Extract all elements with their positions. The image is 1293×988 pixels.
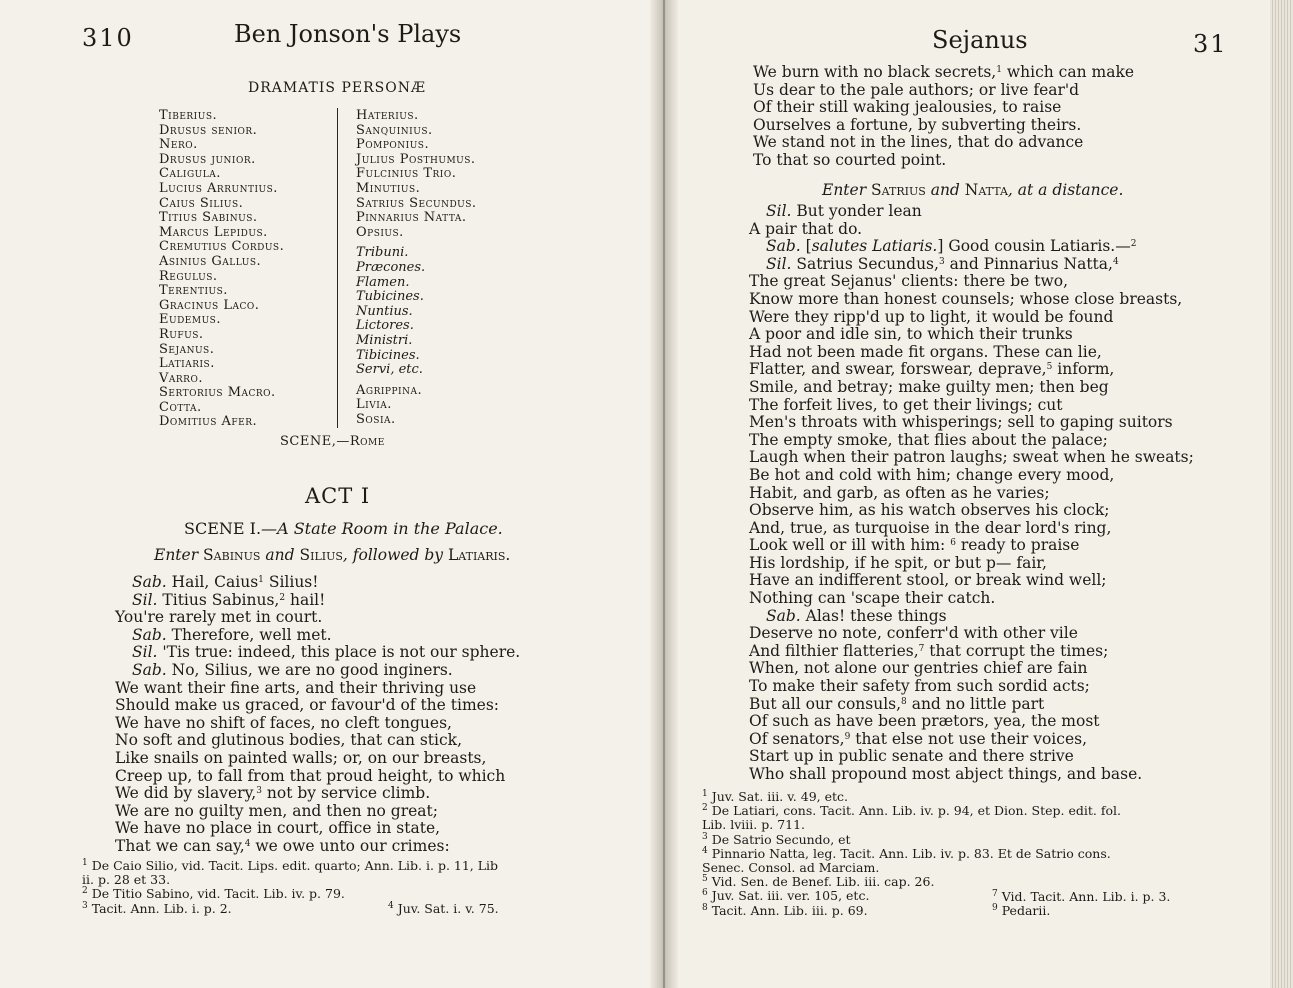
character-sabinus: Sabinus	[203, 546, 261, 564]
footnote-ref: 3	[938, 256, 945, 267]
verse-line	[749, 713, 1194, 731]
footnote-text: De Titio Sabino, vid. Tacit. Lib. iv. p. 79.	[87, 886, 345, 902]
verse-text: ready to praise	[955, 536, 1080, 555]
verse-text: that corrupt the times;	[924, 641, 1109, 660]
verse-text: Silius!	[263, 573, 319, 591]
verse-line	[749, 256, 1194, 274]
cast-group: Præcones.	[356, 259, 426, 275]
cast-member: Sejanus.	[159, 341, 215, 357]
verse-text: A poor and idle sin, to which their trunks	[749, 325, 1073, 344]
scene-location: A State Room in the Palace.	[277, 519, 503, 538]
verse-text: Smile, and betray; make guilty men; then beg	[749, 377, 1109, 396]
footnote-number: 4	[702, 845, 708, 856]
cast-member: Cotta.	[159, 399, 202, 415]
footnote-number: 1	[702, 789, 708, 799]
verse-line	[749, 643, 1194, 661]
cast-member: Drusus junior.	[159, 151, 256, 167]
verse-line	[115, 574, 520, 592]
cast-member: Asinius Gallus.	[159, 253, 262, 269]
verse-line	[115, 750, 520, 768]
footnote	[702, 790, 1262, 804]
verse-text: [	[800, 237, 812, 256]
dramatis-personae-heading: DRAMATIS PERSONÆ	[248, 80, 426, 96]
act-heading: ACT I	[305, 484, 371, 508]
character-satrius: Satrius	[871, 181, 926, 199]
verse-text: and no little part	[906, 694, 1045, 713]
cast-group: Servi, etc.	[356, 362, 423, 378]
scene-heading	[184, 519, 503, 538]
scene-setting	[280, 434, 385, 449]
footnote	[82, 887, 594, 901]
verse-line	[749, 555, 1194, 573]
cast-member: Terentius.	[159, 283, 228, 299]
verse-text: Ourselves a fortune, by subverting theirs.	[753, 115, 1082, 134]
footnote	[702, 818, 1262, 832]
cast-member: Sanquinius.	[356, 122, 433, 138]
verse-text: To make their safety from such sordid acts;	[749, 677, 1090, 696]
cast-group: Flamen.	[356, 274, 410, 290]
verse-text: The empty smoke, that flies about the palace;	[749, 430, 1108, 449]
footnote-text: Tacit. Ann. Lib. i. p. 2.	[87, 900, 232, 916]
character-latiaris: Latiaris.	[447, 546, 511, 564]
footnote-text: Lib. lviii. p. 711.	[702, 817, 806, 833]
verse-text: hail!	[285, 590, 326, 609]
verse-text: We burn with no black secrets,	[753, 63, 997, 81]
footnote-number: 2	[702, 803, 708, 814]
verse-text: Who shall propound most abject things, and base.	[749, 765, 1143, 783]
verse-text: But yonder lean	[791, 202, 922, 220]
running-head: Sejanus	[932, 26, 1028, 54]
cast-member: Sosia.	[356, 411, 396, 427]
cast-member: Nero.	[159, 137, 198, 153]
verse-text: Have an indifferent stool, or break wind well;	[749, 571, 1107, 590]
speaker-label: Sab.	[766, 237, 801, 256]
verse-text: Us dear to the pale authors; or live fear'd	[753, 80, 1080, 99]
verse-line	[753, 99, 1134, 117]
footnote-ref: 8	[901, 696, 907, 707]
verse-text: To that so courted point.	[753, 150, 947, 169]
verse-text: Of such as have been prætors, yea, the most	[749, 712, 1100, 731]
verse-line	[749, 203, 1194, 221]
cast-group: Tibicines.	[356, 347, 420, 363]
cast-member: Caligula.	[159, 166, 221, 182]
verse-text: inform,	[1052, 360, 1115, 379]
verse-text: Look well or ill with him:	[749, 536, 951, 555]
verse-line	[753, 152, 1134, 170]
footnotes-left	[82, 859, 594, 916]
verse-line	[749, 608, 1194, 626]
verse-text: Were they ripp'd up to light, it would be found	[749, 307, 1114, 326]
verse-line	[749, 414, 1194, 432]
verse-text: Nothing can 'scape their catch.	[749, 589, 996, 608]
verse-line	[115, 662, 520, 680]
cast-group: Tubicines.	[356, 289, 424, 305]
verse-line	[749, 432, 1194, 450]
verse-text: Alas! these things	[800, 606, 947, 625]
footnote-number: 9	[992, 903, 998, 914]
footnote-text: Juv. Sat. iii. v. 49, etc.	[707, 789, 848, 804]
verse-text: which can make	[1001, 63, 1135, 81]
verse-text: Observe him, as his watch observes his clock;	[749, 501, 1110, 520]
character-silius: Silius	[299, 546, 343, 564]
footnote	[82, 902, 594, 916]
verse-text: Had not been made fit organs. These can lie,	[749, 342, 1102, 361]
verse-text: Deserve no note, conferr'd with other vile	[749, 624, 1078, 643]
verse-line	[115, 609, 520, 627]
cast-member: Haterius.	[356, 108, 419, 123]
verse-line	[115, 627, 520, 645]
stage-direction-entry: Enter Sabinus and Silius, followed by Latiaris.	[154, 546, 511, 564]
verse-line	[115, 768, 520, 786]
footnote-text: Senec. Consol. ad Marciam.	[702, 859, 880, 875]
verse-text: Flatter, and swear, forswear, deprave,	[749, 360, 1047, 379]
footnote-ref: 1	[996, 65, 1002, 75]
footnote-number: 6	[702, 888, 708, 899]
verse-line	[115, 838, 520, 856]
verse-text: We stand not in the lines, that do advance	[753, 133, 1084, 152]
verse-text: No soft and glutinous bodies, that can stick,	[115, 731, 462, 750]
verse-text: His lordship, if he spit, or but p— fair,	[749, 553, 1047, 572]
book-gutter	[650, 0, 678, 988]
verse-line	[115, 644, 520, 662]
footnotes-right	[702, 790, 1262, 918]
verse-text: And, true, as turquoise in the dear lord's ring,	[749, 518, 1112, 537]
cast-group: Ministri.	[356, 332, 413, 348]
verse-line	[749, 379, 1194, 397]
verse-block-right-top	[753, 64, 1134, 170]
cast-list-left	[159, 109, 284, 430]
speaker-label: Sil.	[132, 590, 158, 609]
cast-member: Rufus.	[159, 326, 204, 342]
verse-line	[115, 803, 520, 821]
verse-text: A pair that do.	[749, 219, 863, 238]
speaker-label: Sab.	[132, 625, 167, 644]
verse-text: Start up in public senate and there strive	[749, 747, 1074, 766]
verse-line	[749, 520, 1194, 538]
verse-text: Of their still waking jealousies, to raise	[753, 98, 1062, 117]
verse-text: The great Sejanus' clients: there be two,	[749, 272, 1069, 291]
verse-line	[749, 397, 1194, 415]
footnote	[992, 890, 1170, 904]
verse-line	[749, 238, 1194, 256]
verse-text: Men's throats with whisperings; sell to gaping suitors	[749, 413, 1173, 432]
cast-member: Eudemus.	[159, 312, 221, 328]
verse-line	[749, 766, 1194, 784]
cast-member: Caius Silius.	[159, 195, 244, 211]
speaker-label: Sab.	[132, 573, 167, 591]
footnote	[702, 889, 1262, 903]
verse-line	[115, 820, 520, 838]
verse-line	[753, 82, 1134, 100]
footnote-ref: 6	[950, 538, 956, 549]
footnote	[82, 859, 594, 873]
footnote-text: Vid. Tacit. Ann. Lib. i. p. 3.	[997, 889, 1171, 904]
verse-text: Laugh when their patron laughs; sweat when he sweats;	[749, 448, 1194, 467]
verse-line	[749, 502, 1194, 520]
verse-line	[749, 344, 1194, 362]
cast-member: Pinnarius Natta.	[356, 210, 467, 226]
verse-text: we owe unto our crimes:	[250, 836, 450, 855]
verse-text: We have no shift of faces, no cleft tongues,	[115, 713, 452, 732]
verse-text: No, Silius, we are no good inginers.	[166, 660, 453, 679]
verse-text: Creep up, to fall from that proud height, to which	[115, 766, 506, 785]
footnote	[702, 847, 1262, 861]
cast-member: Gracinus Laco.	[159, 297, 260, 313]
verse-italic: salutes Latiaris.	[811, 237, 938, 256]
footnote-number: 3	[702, 831, 708, 842]
footnote-text: De Latiari, cons. Tacit. Ann. Lib. iv. p. 94, et Dion. Step. edit. fol.	[707, 803, 1121, 819]
speaker-label: Sab.	[132, 660, 167, 679]
cast-member: Regulus.	[159, 268, 218, 284]
cast-group: Lictores.	[356, 318, 414, 334]
scene-label: SCENE,—	[280, 434, 350, 449]
page-edges	[1270, 0, 1293, 988]
footnote-ref: 2	[1130, 239, 1137, 250]
footnote	[702, 904, 1262, 918]
verse-text: not by service climb.	[261, 784, 431, 803]
page-number: 31	[1193, 30, 1228, 58]
character-natta: Natta	[964, 181, 1008, 199]
footnote-text: De Satrio Secundo, et	[707, 831, 851, 847]
speaker-label: Sil.	[766, 202, 792, 220]
cast-member: Minutius.	[356, 180, 421, 196]
verse-text: Hail, Caius	[166, 573, 259, 591]
footnote-number: 1	[82, 858, 88, 868]
scene-number: SCENE I.—	[184, 519, 278, 538]
verse-line	[749, 678, 1194, 696]
verse-line	[115, 680, 520, 698]
verse-line	[115, 715, 520, 733]
verse-line	[749, 485, 1194, 503]
footnote-number: 3	[82, 900, 88, 911]
verse-block-right	[749, 203, 1194, 784]
verse-line	[115, 592, 520, 610]
verse-text: Know more than honest counsels; whose close breasts,	[749, 289, 1183, 308]
verse-line	[749, 361, 1194, 379]
running-head: Ben Jonson's Plays	[234, 20, 462, 48]
cast-member: Sertorius Macro.	[159, 385, 276, 401]
verse-text: ] Good cousin Latiaris.—	[937, 237, 1131, 256]
cast-member: Opsius.	[356, 224, 404, 240]
verse-line	[749, 590, 1194, 608]
verse-line	[749, 660, 1194, 678]
verse-text: We did by slavery,	[115, 784, 257, 803]
verse-line	[749, 625, 1194, 643]
verse-line	[749, 731, 1194, 749]
verse-text: That we can say,	[115, 836, 245, 855]
footnote-number: 7	[992, 889, 998, 899]
cast-member: Varro.	[159, 370, 203, 386]
verse-line	[749, 449, 1194, 467]
footnote-ref: 2	[279, 592, 286, 603]
scene-place: Rome	[349, 434, 385, 449]
verse-text: We have no place in court, office in state,	[115, 819, 441, 838]
cast-member: Satrius Secundus.	[356, 195, 477, 211]
verse-text: 'Tis true: indeed, this place is not our sphere.	[157, 643, 521, 662]
footnote	[82, 873, 594, 887]
footnote-text: Vid. Sen. de Benef. Lib. iii. cap. 26.	[707, 874, 935, 890]
cast-member: Julius Posthumus.	[356, 151, 476, 167]
verse-text: The forfeit lives, to get their livings; cut	[749, 395, 1063, 414]
verse-block-left	[115, 574, 520, 856]
speaker-label: Sab.	[766, 606, 801, 625]
verse-text: We are no guilty men, and then no great;	[115, 801, 439, 820]
speaker-label: Sil.	[766, 254, 792, 273]
verse-text: We want their fine arts, and their thriving use	[115, 678, 477, 697]
footnotes-right-col2	[992, 890, 1170, 918]
cast-list-right	[356, 109, 477, 427]
cast-member: Fulcinius Trio.	[356, 166, 457, 182]
verse-text: When, not alone our gentries chief are fain	[749, 659, 1088, 678]
footnote-ref: 7	[918, 643, 925, 654]
verse-line	[749, 309, 1194, 327]
page-number: 310	[82, 24, 134, 52]
verse-text: and Pinnarius Natta,	[944, 254, 1113, 273]
cast-divider	[337, 108, 338, 428]
footnote-text: ii. p. 28 et 33.	[82, 872, 171, 888]
speaker-label: Sil.	[132, 643, 158, 662]
footnote	[702, 875, 1262, 889]
footnote-number: 5	[702, 874, 708, 885]
footnote	[702, 861, 1262, 875]
verse-line	[749, 273, 1194, 291]
footnote-ref: 4	[244, 838, 251, 849]
verse-text: that else not use their voices,	[850, 729, 1087, 748]
cast-member: Pomponius.	[356, 137, 430, 153]
verse-line	[115, 697, 520, 715]
footnote-text: Tacit. Ann. Lib. iii. p. 69.	[707, 902, 868, 918]
footnote	[702, 804, 1262, 818]
verse-line	[753, 117, 1134, 135]
verse-text: Titius Sabinus,	[157, 590, 280, 609]
footnote-4: $^4$ Juv. Sat. i. v. 75.	[388, 901, 499, 916]
footnote-text: De Caio Silio, vid. Tacit. Lips. edit. quarto; Ann. Lib. i. p. 11, Lib	[87, 858, 499, 873]
stage-direction-satrius: Enter Satrius and Natta, at a distance.	[822, 181, 1124, 199]
footnote-ref: 1	[258, 575, 264, 585]
cast-member: Lucius Arruntius.	[159, 180, 278, 196]
cast-member: Tiberius.	[159, 108, 218, 123]
verse-text: Should make us graced, or favour'd of the times:	[115, 696, 499, 715]
footnote-ref: 9	[844, 731, 851, 742]
verse-line	[749, 537, 1194, 555]
footnote-text: Pedarii.	[997, 903, 1051, 919]
cast-member: Livia.	[356, 397, 392, 413]
cast-member: Marcus Lepidus.	[159, 224, 268, 240]
cast-member: Titius Sabinus.	[159, 210, 258, 226]
verse-line	[749, 291, 1194, 309]
cast-member: Domitius Afer.	[159, 414, 258, 430]
verse-text: Therefore, well met.	[166, 625, 332, 644]
verse-text: Of senators,	[749, 729, 845, 748]
cast-member: Cremutius Cordus.	[159, 239, 285, 255]
footnote-text: Pinnario Natta, leg. Tacit. Ann. Lib. iv. p. 83. Et de Satrio cons.	[707, 845, 1111, 861]
cast-member: Agrippina.	[356, 382, 423, 398]
verse-text: Satrius Secundus,	[791, 254, 939, 273]
verse-line	[753, 134, 1134, 152]
verse-text: Be hot and cold with him; change every mood,	[749, 465, 1115, 484]
footnote-text: Juv. Sat. iii. ver. 105, etc.	[707, 888, 870, 904]
verse-line	[749, 221, 1194, 239]
right-page	[660, 0, 1293, 988]
verse-text: You're rarely met in court.	[115, 608, 323, 627]
footnote	[992, 904, 1170, 918]
verse-line	[753, 64, 1134, 82]
cast-member: Drusus senior.	[159, 122, 258, 138]
verse-text: But all our consuls,	[749, 694, 902, 713]
cast-member: Latiaris.	[159, 356, 215, 372]
verse-line	[749, 572, 1194, 590]
verse-text: And filthier flatteries,	[749, 641, 919, 660]
verse-line	[749, 467, 1194, 485]
verse-line	[749, 748, 1194, 766]
verse-line	[749, 696, 1194, 714]
footnote-number: 2	[82, 886, 88, 897]
verse-text: Like snails on painted walls; or, on our breasts,	[115, 748, 487, 767]
footnote-ref: 3	[256, 786, 262, 797]
footnote-ref: 5	[1046, 362, 1053, 373]
footnote	[702, 833, 1262, 847]
footnote-number: 8	[702, 902, 708, 913]
verse-line	[115, 732, 520, 750]
verse-line	[749, 326, 1194, 344]
cast-group: Tribuni.	[356, 245, 409, 261]
cast-group: Nuntius.	[356, 303, 413, 319]
footnote-ref: 4	[1112, 256, 1119, 267]
verse-text: Habit, and garb, as often as he varies;	[749, 483, 1050, 502]
verse-line	[115, 785, 520, 803]
